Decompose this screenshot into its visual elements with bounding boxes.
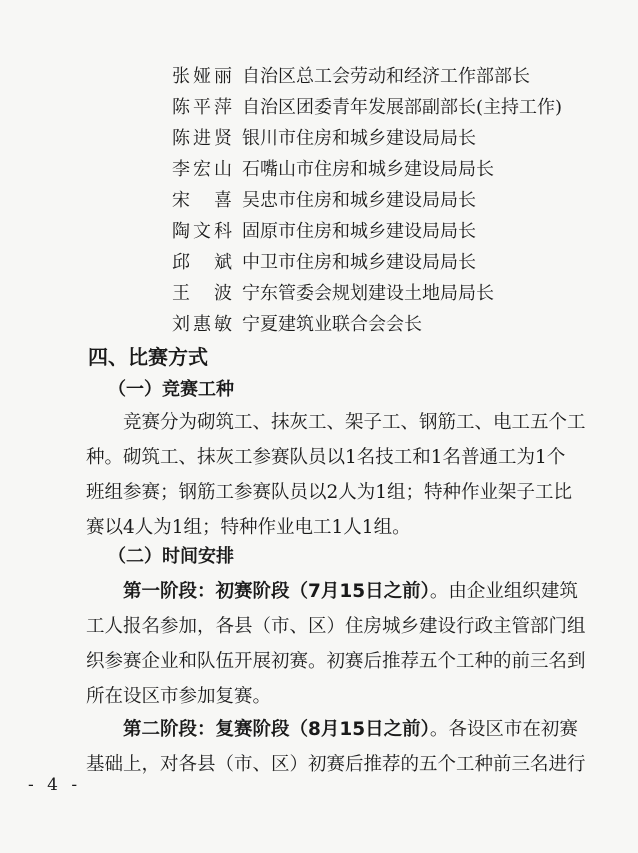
member-title: 宁夏建筑业联合会会长 (242, 314, 422, 335)
member-name: 王波 (172, 283, 232, 304)
section-heading: 四、比赛方式 (88, 345, 208, 369)
member-name: 陈平萍 (172, 97, 232, 118)
member-title: 中卫市住房和城乡建设局局长 (242, 252, 476, 273)
paragraph-competition-types (86, 405, 586, 545)
paragraph-line (86, 574, 578, 609)
member-name: 宋喜 (172, 190, 232, 211)
member-title: 吴忠市住房和城乡建设局局长 (242, 190, 476, 211)
paragraph-stage-one (86, 574, 586, 714)
subsection-heading: （一）竞赛工种 (108, 379, 234, 400)
member-name: 刘惠敏 (172, 314, 232, 335)
paragraph-line: 竞赛分为砌筑工、抹灰工、架子工、钢筋工、电工五个工 (123, 412, 586, 433)
paragraph-stage-two (86, 712, 586, 782)
member-name: 张娅丽 (172, 66, 232, 87)
member-name: 李宏山 (172, 159, 232, 180)
paragraph-line: 织参赛企业和队伍开展初赛。初赛后推荐五个工种的前三名到 (86, 651, 586, 672)
stage-label: 第一阶段：初赛阶段（7月15日之前） (123, 581, 430, 602)
member-name: 邱斌 (172, 252, 232, 273)
member-title: 自治区总工会劳动和经济工作部部长 (242, 66, 530, 87)
member-name: 陈进贤 (172, 128, 232, 149)
member-name: 陶文科 (172, 221, 232, 242)
paragraph-line (86, 712, 578, 747)
member-title: 石嘴山市住房和城乡建设局局长 (242, 159, 494, 180)
page-number: - 4 - (28, 775, 82, 795)
paragraph-line: 所在设区市参加复赛。 (86, 686, 272, 707)
stage-text: 。由企业组织建筑 (429, 581, 578, 602)
paragraph-line: 赛以4人为1组；特种作业电工1人1组。 (86, 517, 411, 538)
paragraph-line: 基础上，对各县（市、区）初赛后推荐的五个工种前三名进行 (86, 754, 586, 775)
member-title: 自治区团委青年发展部副部长(主持工作) (242, 97, 563, 118)
member-title: 固原市住房和城乡建设局局长 (242, 221, 476, 242)
member-title: 银川市住房和城乡建设局局长 (242, 128, 476, 149)
paragraph-line: 工人报名参加，各县（市、区）住房城乡建设行政主管部门组 (86, 616, 586, 637)
paragraph-line: 种。砌筑工、抹灰工参赛队员以1名技工和1名普通工为1个 (86, 447, 566, 468)
subsection-heading: （二）时间安排 (108, 546, 234, 567)
stage-label: 第二阶段：复赛阶段（8月15日之前） (123, 719, 430, 740)
stage-text: 。各设区市在初赛 (429, 719, 578, 740)
member-title: 宁东管委会规划建设土地局局长 (242, 283, 494, 304)
paragraph-line: 班组参赛；钢筋工参赛队员以2人为1组；特种作业架子工比 (86, 482, 573, 503)
